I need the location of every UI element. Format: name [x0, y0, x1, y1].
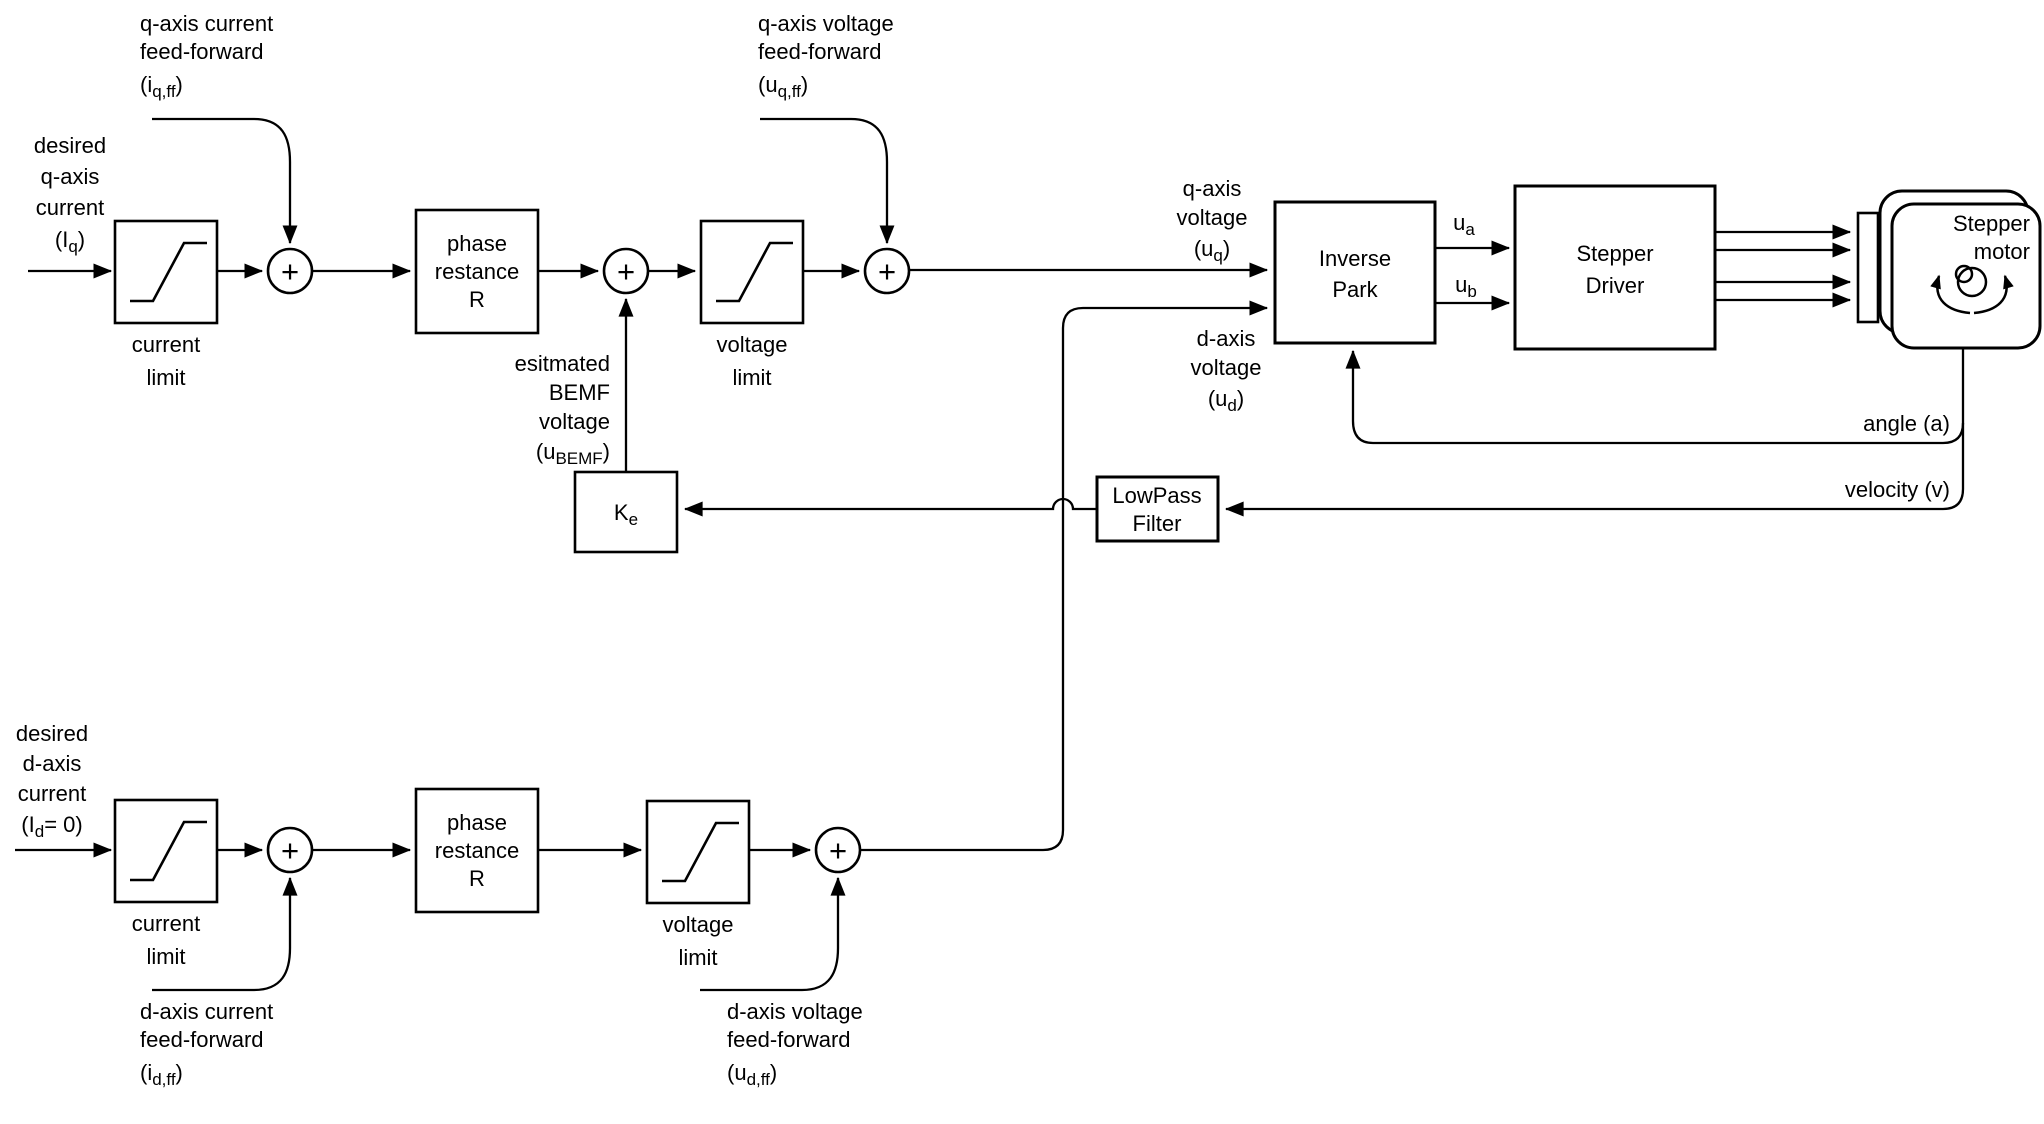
- bemf-line1: esitmated: [514, 351, 610, 376]
- d-ff-voltage-symbol: $(u_{d,ff})$: [727, 1060, 778, 1089]
- lowpass-line2: Filter: [1132, 511, 1182, 536]
- d-ff-current-symbol: $(i_{d,ff})$: [140, 1060, 183, 1089]
- q-sum-junction-2: [604, 249, 648, 293]
- d-input-line2: d-axis: [22, 751, 82, 776]
- q-current-limit-label2: limit: [146, 365, 186, 390]
- q-ff-current-line1: q-axis current: [140, 11, 274, 36]
- stepper-driver-line1: Stepper: [1576, 241, 1654, 266]
- inverse-park-block: [1275, 202, 1435, 343]
- d-phase-line3: R: [469, 866, 485, 891]
- d-current-limit-block: [115, 800, 217, 902]
- stepper-motor-line2: motor: [1973, 239, 2030, 264]
- ub-label: $u_b$: [1455, 272, 1477, 301]
- d-input-symbol: $(I_d= 0)$: [21, 812, 83, 841]
- q-current-limit-label1: current: [131, 332, 201, 357]
- motor-connector: [1858, 213, 1878, 322]
- inverse-park-line2: Park: [1332, 277, 1378, 302]
- ud-line1: d-axis: [1196, 326, 1256, 351]
- inverse-park-line1: Inverse: [1318, 246, 1392, 271]
- q-ff-voltage-line1: q-axis voltage: [758, 11, 894, 36]
- d-ff-voltage-line1: d-axis voltage: [727, 999, 863, 1024]
- d-input-line1: desired: [15, 721, 89, 746]
- velocity-label: velocity (v): [1844, 477, 1950, 502]
- d-input-label: [16, 721, 88, 841]
- q-ff-voltage-line2: feed-forward: [758, 39, 882, 64]
- ud-line2: voltage: [1190, 355, 1262, 380]
- uq-symbol: $(u_q)$: [1193, 236, 1231, 265]
- d-input-line3: current: [17, 781, 87, 806]
- d-current-limit-label1: current: [131, 911, 201, 936]
- plus-icon: +: [877, 254, 897, 289]
- q-ff-voltage-symbol: $(u_{q,ff})$: [758, 72, 809, 101]
- d-phase-line2: restance: [434, 838, 520, 863]
- q-current-limit-block: [115, 221, 217, 323]
- q-voltage-limit-label2: limit: [732, 365, 772, 390]
- d-voltage-limit-label2: limit: [678, 945, 718, 970]
- q-voltage-limit-label1: voltage: [716, 332, 788, 357]
- plus-icon: +: [280, 254, 300, 289]
- q-voltage-limit-block: [701, 221, 803, 323]
- uq-line2: voltage: [1176, 205, 1248, 230]
- plus-icon: +: [616, 254, 636, 289]
- d-current-limit-label2: limit: [146, 944, 186, 969]
- bemf-symbol: $(u_{BEMF})$: [535, 439, 610, 468]
- q-input-line3: current: [35, 195, 105, 220]
- stepper-motor-line1: Stepper: [1952, 211, 2030, 236]
- d-sum-junction-1: [268, 828, 312, 872]
- d-voltage-limit-label1: voltage: [662, 912, 734, 937]
- q-input-line1: desired: [33, 133, 107, 158]
- stepper-driver-block: [1515, 186, 1715, 349]
- d-ff-voltage-line2: feed-forward: [727, 1027, 851, 1052]
- q-input-symbol: $(I_q)$: [54, 227, 86, 256]
- ua-label: $u_a$: [1453, 210, 1475, 239]
- d-ff-current-line2: feed-forward: [140, 1027, 264, 1052]
- q-phase-line1: phase: [447, 231, 507, 256]
- q-ff-current-line2: feed-forward: [140, 39, 264, 64]
- q-phase-line3: R: [469, 287, 485, 312]
- q-phase-line2: restance: [434, 259, 520, 284]
- angle-label: angle (a): [1863, 411, 1950, 436]
- bemf-line2: BEMF: [548, 380, 610, 405]
- q-sum-junction-1: [268, 249, 312, 293]
- lowpass-line1: LowPass: [1112, 483, 1202, 508]
- bemf-line3: voltage: [539, 409, 610, 434]
- plus-icon: +: [280, 833, 300, 868]
- d-voltage-limit-block: [647, 801, 749, 903]
- d-phase-line1: phase: [447, 810, 507, 835]
- uq-line1: q-axis: [1182, 176, 1242, 201]
- output-stage: [1275, 186, 2040, 349]
- ud-symbol: $(u_d)$: [1207, 386, 1245, 415]
- q-ff-current-symbol: $(i_{q,ff})$: [140, 72, 183, 101]
- q-sum-junction-3: [865, 249, 909, 293]
- d-ff-current-line1: d-axis current: [140, 999, 274, 1024]
- stepper-driver-line2: Driver: [1585, 273, 1645, 298]
- plus-icon: +: [828, 833, 848, 868]
- d-sum-junction-2: [816, 828, 860, 872]
- q-input-line2: q-axis: [40, 164, 100, 189]
- ke-label: $K_e$: [613, 500, 639, 529]
